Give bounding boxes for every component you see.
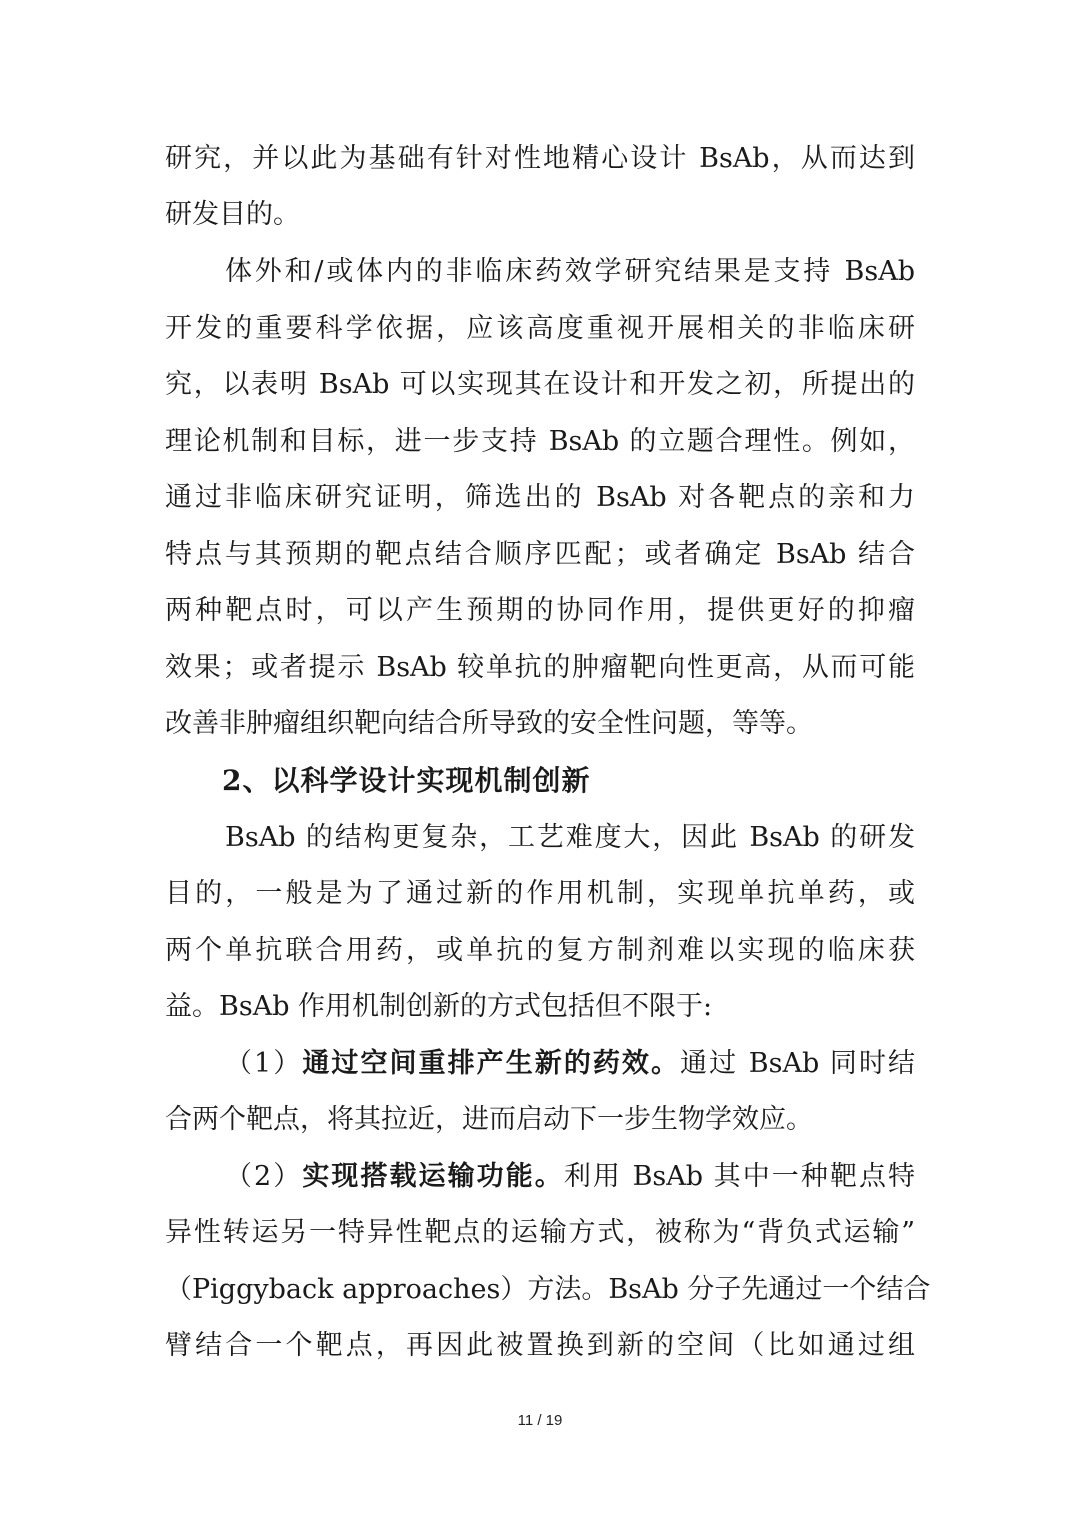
text-line: BsAb 的结构更复杂，工艺难度大，因此 BsAb 的研发 (225, 822, 915, 853)
page-number: 11 / 19 (517, 1412, 563, 1429)
text-line: 究，以表明 BsAb 可以实现其在设计和开发之初，所提出的 (165, 369, 915, 400)
list-marker: （1） (225, 1048, 303, 1079)
text-line: 异性转运另一特异性靶点的运输方式，被称为“背负式运输” (165, 1217, 915, 1248)
list-item-text: 通过 BsAb 同时结 (680, 1048, 915, 1079)
list-item-2 (225, 1157, 915, 1197)
text-line: 体外和/或体内的非临床药效学研究结果是支持 BsAb (225, 256, 915, 287)
text-line: 改善非肿瘤组织靶向结合所导致的安全性问题，等等。 (165, 708, 813, 739)
text-line: 两种靶点时，可以产生预期的协同作用，提供更好的抑瘤 (165, 595, 915, 626)
text-line: 开发的重要科学依据，应该高度重视开展相关的非临床研 (165, 313, 915, 344)
list-marker: （2） (225, 1161, 303, 1192)
text-line: 研发目的。 (165, 199, 300, 230)
text-line: 两个单抗联合用药，或单抗的复方制剂难以实现的临床获 (165, 935, 915, 966)
text-line: 益。BsAb 作用机制创新的方式包括但不限于: (165, 991, 713, 1022)
list-item-title: 实现搭载运输功能。 (302, 1161, 564, 1192)
list-item-1 (225, 1044, 915, 1084)
list-item-title: 通过空间重排产生新的药效。 (302, 1048, 681, 1079)
text-line: 通过非临床研究证明，筛选出的 BsAb 对各靶点的亲和力 (165, 482, 915, 513)
text-line: 效果；或者提示 BsAb 较单抗的肿瘤靶向性更高，从而可能 (165, 652, 915, 683)
text-line: 理论机制和目标，进一步支持 BsAb 的立题合理性。例如， (165, 426, 915, 457)
text-line: 研究，并以此为基础有针对性地精心设计 BsAb，从而达到 (165, 143, 915, 174)
text-line: 臂结合一个靶点，再因此被置换到新的空间（比如通过组 (165, 1330, 915, 1361)
text-line: 合两个靶点，将其拉近，进而启动下一步生物学效应。 (165, 1104, 813, 1135)
text-line: 目的，一般是为了通过新的作用机制，实现单抗单药，或 (165, 878, 915, 909)
list-item-text: 利用 BsAb 其中一种靶点特 (563, 1161, 915, 1192)
text-line: 特点与其预期的靶点结合顺序匹配；或者确定 BsAb 结合 (165, 539, 915, 570)
section-heading: 2、以科学设计实现机制创新 (222, 764, 591, 797)
text-line: （Piggyback approaches）方法。BsAb 分子先通过一个结合 (165, 1274, 931, 1305)
